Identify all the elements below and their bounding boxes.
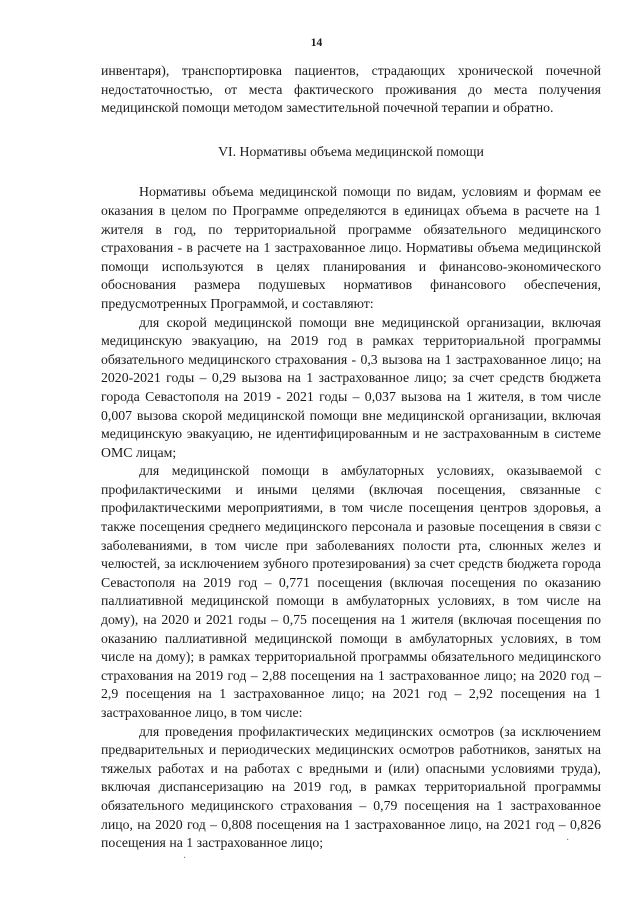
section-title: VI. Нормативы объема медицинской помощи [218, 143, 484, 159]
page-number: 14 [310, 37, 323, 49]
paragraph-outpatient-care: для медицинской помощи в амбулаторных условиях, оказываемой с профилактическими и иными целями (включая посещения, связанные с профилактическими мероприятиями, в том числе посещения центров здоровья, а также посещения среднего медицинского персонала и разовые посещения в связи с заболеваниями, в том числе при заболеваниях полости рта, слюнных желез и челюстей, за исключением зубного протезирования) за счет средств бюджета города Севастополя на 2019 год – 0,771 посещения (включая посещения по оказанию паллиативной медицинской помощи в амбулаторных условиях, в том числе на дому), на 2020 и 2021 годы – 0,75 посещения на 1 жителя (включая посещения по оказанию паллиативной медицинской помощи в амбулаторных условиях, в том числе на дому); в рамках территориальной программы обязательного медицинского страхования на 2019 год – 2,88 посещения на 1 застрахованное лицо; на 2020 год – 2,9 посещения на 1 застрахованное лицо; на 2021 год – 2,92 посещения на 1 застрахованное лицо, в том числе: [101, 463, 601, 720]
paragraph-preventive-exams: для проведения профилактических медицинских осмотров (за исключением предварительных и периодических медицинских осмотров работников, занятых на тяжелых работах и на работах с вредными и (или) опасными условиями труда), включая диспансеризацию на 2019 год, в рамках территориальной программы обязательного медицинского страхования – 0,79 посещения на 1 застрахованное лицо, на 2020 год – 0,808 посещения на 1 застрахованное лицо, на 2021 год – 0,826 посещения на 1 застрахованное лицо; [101, 723, 601, 851]
paragraph-continuation: инвентаря), транспортировка пациентов, страдающих хронической почечной недостаточностью, от места фактического проживания до места получения медицинской помощи методом заместительной почечной терапии и обратно. [101, 63, 601, 116]
paragraph-emergency-care: для скорой медицинской помощи вне медицинской организации, включая медицинскую эвакуацию, на 2019 год в рамках территориальной программы обязательного медицинского страхования - 0,3 вызова на 1 застрахованное лицо; на 2020-2021 годы – 0,29 вызова на 1 застрахованное лицо; за счет средств бюджета города Севастополя на 2019 - 2021 годы – 0,037 вызова на 1 жителя, в том числе 0,007 вызова скорой медицинской помощи вне медицинской организации, включая медицинскую эвакуацию, не идентифицированным и не застрахованным в системе ОМС лицам; [101, 314, 601, 460]
scan-speck: · [566, 835, 570, 846]
scan-speck: · [183, 853, 187, 864]
paragraph-intro: Нормативы объема медицинской помощи по видам, условиям и формам ее оказания в целом по Программе определяются в единицах объема в расчете на 1 жителя в год, по территориальной программе обязательного медицинского страхования - в расчете на 1 застрахованное лицо. Нормативы объема медицинской помощи используются в целях планирования и финансово-экономического обоснования размера подушевых нормативов финансового обеспечения, предусмотренных Программой, и составляют: [101, 184, 601, 311]
document-body [101, 62, 601, 853]
